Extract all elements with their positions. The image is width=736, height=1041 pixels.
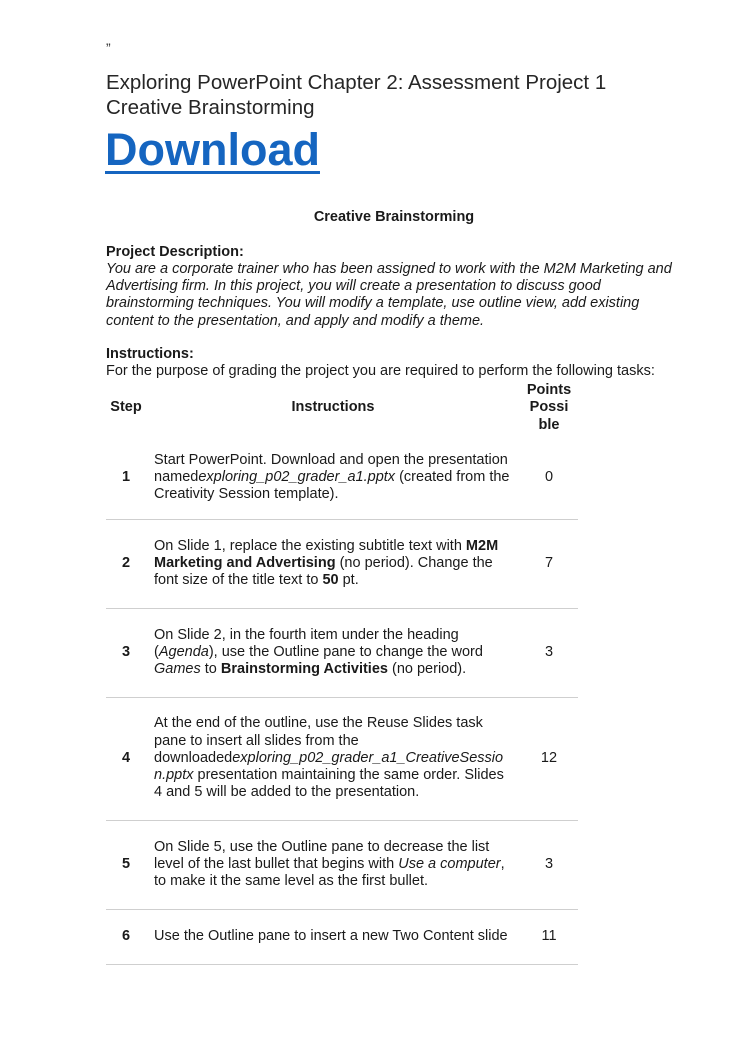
step-instruction <box>146 909 520 964</box>
table-row <box>106 608 578 697</box>
step-instruction <box>146 697 520 820</box>
step-text-italic: Use a computer <box>398 855 501 872</box>
step-number: 4 <box>121 749 131 766</box>
step-points: 3 <box>544 855 554 872</box>
step-text-part: On Slide 2, in the fourth item under the heading ( <box>154 626 459 660</box>
step-text-part: Use the Outline pane to insert a new Two Content slide <box>154 927 508 944</box>
step-text-italic: Agenda <box>158 643 209 660</box>
header-points-line-2: Possi <box>529 399 569 416</box>
project-description-label: Project Description: <box>106 244 244 260</box>
header-step: Step <box>110 399 142 416</box>
steps-table <box>106 379 578 965</box>
step-text-part: ), use the Outline pane to change the word <box>208 643 483 660</box>
project-description <box>106 244 686 330</box>
step-instruction <box>146 519 520 608</box>
title-line-2: Creative Brainstorming <box>106 96 315 119</box>
step-instruction <box>146 437 520 519</box>
table-row <box>106 519 578 608</box>
instructions-block <box>106 346 706 380</box>
step-number: 5 <box>121 855 131 872</box>
header-points-line-3: ble <box>538 416 560 433</box>
header-instructions: Instructions <box>291 399 375 416</box>
step-text-bold: M2M Marketing and Advertising <box>154 537 499 571</box>
step-points: 7 <box>544 554 554 571</box>
step-text-part: On Slide 5, use the Outline pane to decrease the list level of the last bullet that begins with <box>154 838 490 872</box>
step-text-part: , to make it the same level as the first bullet. <box>154 855 505 890</box>
quote-mark: ” <box>106 40 111 56</box>
table-row <box>106 697 578 820</box>
document-title <box>106 70 706 120</box>
header-points <box>520 379 578 437</box>
step-number: 2 <box>121 554 131 571</box>
title-line-1: Exploring PowerPoint Chapter 2: Assessment Project 1 <box>106 71 607 94</box>
step-text-part: (created from the Creativity Session template). <box>154 469 510 503</box>
section-heading: Creative Brainstorming <box>313 209 475 225</box>
step-instruction <box>146 820 520 909</box>
table-row <box>106 437 578 519</box>
step-text-part: (no period). Change the font size of the title text to <box>154 554 493 589</box>
step-text-italic: Games <box>154 661 201 678</box>
step-text-part: Start PowerPoint. Download and open the presentation named <box>154 451 508 486</box>
step-points: 11 <box>541 927 557 944</box>
download-link[interactable]: Download <box>105 124 320 175</box>
step-points: 12 <box>540 749 558 766</box>
step-text-part: presentation maintaining the same order. Slides 4 and 5 will be added to the presentation. <box>154 767 504 801</box>
instructions-label: Instructions: <box>106 346 194 362</box>
step-text-part: On Slide 1, replace the existing subtitle text with <box>154 537 466 554</box>
step-text-italic: exploring_p02_grader_a1.pptx <box>198 469 396 486</box>
step-text-part: to <box>200 661 221 678</box>
step-text-part: pt. <box>338 572 359 589</box>
table-row <box>106 909 578 964</box>
step-text-bold: 50 <box>322 572 339 589</box>
step-text-part: (no period). <box>387 661 467 678</box>
step-number: 3 <box>121 643 131 660</box>
step-points: 0 <box>544 469 554 486</box>
step-number: 6 <box>121 927 131 944</box>
table-row <box>106 820 578 909</box>
step-text-bold: Brainstorming Activities <box>220 661 388 678</box>
step-number: 1 <box>121 469 131 486</box>
project-description-text: You are a corporate trainer who has been assigned to work with the M2M Marketing and Advertising firm. In this project, you will create a presentation to discuss good brainstorming techniques. You will modify a template, use outline view, add existing content to the presentation, and apply and modify a theme. <box>106 261 672 329</box>
header-points-line-1: Points <box>526 382 572 399</box>
step-points: 3 <box>544 643 554 660</box>
step-text-italic: exploring_p02_grader_a1_CreativeSessio n.pptx <box>154 749 504 784</box>
instructions-text: For the purpose of grading the project you are required to perform the following tasks: <box>106 363 655 379</box>
table-header-row <box>106 379 578 437</box>
step-text-part: At the end of the outline, use the Reuse Slides task pane to insert all slides from the downloaded <box>154 715 483 766</box>
step-instruction <box>146 608 520 697</box>
